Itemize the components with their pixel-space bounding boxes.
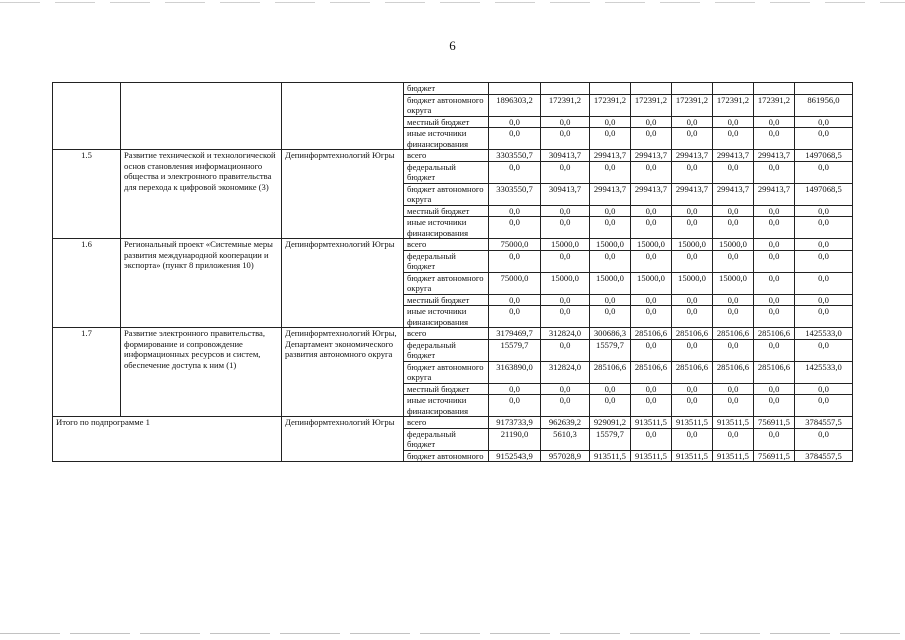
amount-cell: 929091,2	[590, 417, 631, 429]
amount-cell: 312824,0	[541, 361, 590, 383]
amount-cell: 299413,7	[672, 150, 713, 162]
amount-cell: 0,0	[672, 428, 713, 450]
amount-cell	[672, 83, 713, 95]
amount-cell: 0,0	[631, 339, 672, 361]
activity-name	[121, 83, 282, 150]
amount-cell: 0,0	[672, 217, 713, 239]
funding-source: бюджет автономного округа	[404, 361, 489, 383]
amount-cell: 0,0	[713, 294, 754, 306]
amount-cell: 3179469,7	[489, 328, 541, 340]
amount-cell: 0,0	[631, 116, 672, 128]
page-number: 6	[449, 38, 456, 53]
amount-cell: 0,0	[672, 395, 713, 417]
amount-cell: 0,0	[713, 128, 754, 150]
amount-cell: 0,0	[590, 205, 631, 217]
amount-cell: 309413,7	[541, 183, 590, 205]
amount-cell: 15000,0	[713, 272, 754, 294]
amount-cell: 0,0	[754, 217, 795, 239]
amount-cell: 0,0	[754, 161, 795, 183]
funding-source: федеральный бюджет	[404, 250, 489, 272]
amount-cell: 0,0	[489, 116, 541, 128]
amount-cell: 0,0	[590, 306, 631, 328]
amount-cell: 299413,7	[631, 183, 672, 205]
amount-cell	[795, 83, 853, 95]
amount-cell: 0,0	[795, 116, 853, 128]
activity-name: Региональный проект «Системные меры развития международной кооперации и экспорта» (пункт 8 приложения 10)	[121, 239, 282, 328]
amount-cell: 756911,5	[754, 450, 795, 462]
amount-cell: 0,0	[590, 128, 631, 150]
amount-cell: 0,0	[672, 306, 713, 328]
amount-cell: 0,0	[713, 339, 754, 361]
amount-cell: 3303550,7	[489, 183, 541, 205]
amount-cell: 0,0	[541, 306, 590, 328]
funding-source: местный бюджет	[404, 383, 489, 395]
amount-cell: 285106,6	[590, 361, 631, 383]
amount-cell: 0,0	[795, 161, 853, 183]
amount-cell: 0,0	[541, 339, 590, 361]
amount-cell: 0,0	[541, 205, 590, 217]
amount-cell: 15000,0	[672, 272, 713, 294]
amount-cell: 299413,7	[713, 150, 754, 162]
amount-cell: 0,0	[489, 383, 541, 395]
amount-cell: 0,0	[754, 128, 795, 150]
amount-cell: 15579,7	[590, 428, 631, 450]
amount-cell: 0,0	[631, 128, 672, 150]
amount-cell: 75000,0	[489, 272, 541, 294]
funding-source: всего	[404, 417, 489, 429]
amount-cell: 0,0	[489, 128, 541, 150]
responsible-executor: Депинформтехнологий Югры, Департамент экономического развития автономного округа	[282, 328, 404, 417]
amount-cell: 0,0	[541, 383, 590, 395]
amount-cell: 0,0	[754, 272, 795, 294]
amount-cell: 0,0	[631, 428, 672, 450]
amount-cell: 0,0	[631, 395, 672, 417]
amount-cell: 15579,7	[590, 339, 631, 361]
amount-cell: 1425533,0	[795, 361, 853, 383]
amount-cell: 0,0	[590, 217, 631, 239]
amount-cell: 0,0	[713, 116, 754, 128]
amount-cell: 285106,6	[672, 361, 713, 383]
funding-source: бюджет автономного округа	[404, 183, 489, 205]
amount-cell: 0,0	[672, 116, 713, 128]
amount-cell: 299413,7	[754, 150, 795, 162]
amount-cell: 0,0	[489, 161, 541, 183]
amount-cell: 0,0	[631, 161, 672, 183]
amount-cell: 0,0	[672, 294, 713, 306]
amount-cell: 15000,0	[631, 239, 672, 251]
amount-cell: 913511,5	[631, 417, 672, 429]
amount-cell: 21190,0	[489, 428, 541, 450]
table-row	[53, 83, 853, 95]
amount-cell: 0,0	[795, 272, 853, 294]
amount-cell: 0,0	[713, 205, 754, 217]
amount-cell: 15000,0	[672, 239, 713, 251]
amount-cell: 3784557,5	[795, 450, 853, 462]
item-number	[53, 83, 121, 150]
amount-cell: 0,0	[590, 250, 631, 272]
item-number: 1.7	[53, 328, 121, 417]
amount-cell: 0,0	[713, 306, 754, 328]
amount-cell: 0,0	[795, 306, 853, 328]
amount-cell: 0,0	[672, 161, 713, 183]
amount-cell: 0,0	[795, 250, 853, 272]
amount-cell: 312824,0	[541, 328, 590, 340]
amount-cell: 75000,0	[489, 239, 541, 251]
funding-source: местный бюджет	[404, 116, 489, 128]
amount-cell: 9152543,9	[489, 450, 541, 462]
amount-cell: 0,0	[541, 217, 590, 239]
amount-cell: 0,0	[713, 395, 754, 417]
funding-source: всего	[404, 150, 489, 162]
amount-cell: 0,0	[631, 250, 672, 272]
amount-cell: 299413,7	[672, 183, 713, 205]
table-row	[53, 239, 853, 251]
responsible-executor: Депинформтехнологий Югры	[282, 239, 404, 328]
amount-cell	[713, 83, 754, 95]
scan-edge-top	[0, 2, 905, 3]
amount-cell: 0,0	[795, 339, 853, 361]
amount-cell	[489, 83, 541, 95]
amount-cell: 5610,3	[541, 428, 590, 450]
amount-cell: 299413,7	[754, 183, 795, 205]
amount-cell: 0,0	[713, 161, 754, 183]
amount-cell: 15000,0	[590, 272, 631, 294]
table-row	[53, 328, 853, 340]
amount-cell: 0,0	[489, 250, 541, 272]
amount-cell: 1425533,0	[795, 328, 853, 340]
amount-cell: 172391,2	[541, 94, 590, 116]
amount-cell: 0,0	[541, 395, 590, 417]
amount-cell: 0,0	[713, 383, 754, 395]
amount-cell	[754, 83, 795, 95]
budget-table	[52, 82, 853, 462]
amount-cell: 0,0	[795, 205, 853, 217]
amount-cell: 285106,6	[754, 328, 795, 340]
funding-source: бюджет автономного	[404, 450, 489, 462]
funding-source: иные источники финансирования	[404, 395, 489, 417]
activity-name: Развитие электронного правительства, формирование и сопровождение информационных ресурсов и систем, обеспечение доступа к ним (1)	[121, 328, 282, 417]
amount-cell: 0,0	[541, 161, 590, 183]
amount-cell: 0,0	[754, 428, 795, 450]
amount-cell: 913511,5	[590, 450, 631, 462]
responsible-executor: Депинформтехнологий Югры	[282, 417, 404, 462]
scan-edge-bottom	[0, 633, 905, 634]
amount-cell	[541, 83, 590, 95]
amount-cell: 0,0	[754, 306, 795, 328]
funding-source: местный бюджет	[404, 205, 489, 217]
funding-source: бюджет	[404, 83, 489, 95]
amount-cell: 0,0	[672, 383, 713, 395]
amount-cell: 0,0	[754, 395, 795, 417]
amount-cell: 0,0	[489, 395, 541, 417]
amount-cell: 0,0	[631, 217, 672, 239]
amount-cell: 0,0	[631, 205, 672, 217]
amount-cell: 0,0	[795, 294, 853, 306]
amount-cell: 962639,2	[541, 417, 590, 429]
amount-cell: 285106,6	[631, 361, 672, 383]
amount-cell: 0,0	[795, 428, 853, 450]
amount-cell: 0,0	[795, 239, 853, 251]
amount-cell: 15000,0	[713, 239, 754, 251]
table-row	[53, 150, 853, 162]
amount-cell: 9173733,9	[489, 417, 541, 429]
funding-source: бюджет автономного округа	[404, 94, 489, 116]
amount-cell	[631, 83, 672, 95]
amount-cell: 285106,6	[672, 328, 713, 340]
amount-cell: 756911,5	[754, 417, 795, 429]
amount-cell: 309413,7	[541, 150, 590, 162]
amount-cell: 0,0	[754, 250, 795, 272]
amount-cell: 0,0	[713, 217, 754, 239]
amount-cell: 0,0	[541, 250, 590, 272]
amount-cell: 957028,9	[541, 450, 590, 462]
amount-cell: 0,0	[672, 128, 713, 150]
amount-cell: 285106,6	[631, 328, 672, 340]
table-row	[53, 417, 853, 429]
amount-cell: 0,0	[795, 217, 853, 239]
amount-cell: 0,0	[795, 128, 853, 150]
amount-cell: 0,0	[631, 306, 672, 328]
amount-cell: 15000,0	[541, 272, 590, 294]
amount-cell: 0,0	[631, 383, 672, 395]
activity-name: Развитие технической и технологической основ становления информационного общества и электронного правительства для перехода к цифровой экономике (3)	[121, 150, 282, 239]
amount-cell: 172391,2	[590, 94, 631, 116]
budget-table-wrap	[52, 82, 853, 462]
item-number: 1.5	[53, 150, 121, 239]
amount-cell: 913511,5	[672, 450, 713, 462]
amount-cell: 0,0	[754, 339, 795, 361]
amount-cell	[590, 83, 631, 95]
amount-cell: 0,0	[795, 383, 853, 395]
amount-cell: 3163890,0	[489, 361, 541, 383]
amount-cell: 913511,5	[672, 417, 713, 429]
amount-cell: 0,0	[590, 383, 631, 395]
amount-cell: 0,0	[754, 205, 795, 217]
amount-cell: 15000,0	[541, 239, 590, 251]
amount-cell: 0,0	[541, 128, 590, 150]
amount-cell: 0,0	[754, 239, 795, 251]
amount-cell: 0,0	[713, 250, 754, 272]
responsible-executor: Депинформтехнологий Югры	[282, 150, 404, 239]
funding-source: бюджет автономного округа	[404, 272, 489, 294]
amount-cell: 15000,0	[590, 239, 631, 251]
amount-cell: 172391,2	[672, 94, 713, 116]
amount-cell: 0,0	[631, 294, 672, 306]
amount-cell: 285106,6	[713, 361, 754, 383]
funding-source: федеральный бюджет	[404, 428, 489, 450]
amount-cell: 285106,6	[754, 361, 795, 383]
amount-cell: 299413,7	[713, 183, 754, 205]
amount-cell: 1497068,5	[795, 183, 853, 205]
amount-cell: 913511,5	[631, 450, 672, 462]
amount-cell: 0,0	[672, 205, 713, 217]
amount-cell: 0,0	[489, 205, 541, 217]
amount-cell: 913511,5	[713, 417, 754, 429]
amount-cell: 0,0	[754, 383, 795, 395]
amount-cell: 861956,0	[795, 94, 853, 116]
amount-cell: 172391,2	[713, 94, 754, 116]
amount-cell: 172391,2	[631, 94, 672, 116]
funding-source: федеральный бюджет	[404, 161, 489, 183]
amount-cell: 0,0	[713, 428, 754, 450]
amount-cell: 0,0	[672, 339, 713, 361]
amount-cell: 0,0	[541, 116, 590, 128]
funding-source: иные источники финансирования	[404, 306, 489, 328]
funding-source: местный бюджет	[404, 294, 489, 306]
amount-cell: 913511,5	[713, 450, 754, 462]
amount-cell: 3303550,7	[489, 150, 541, 162]
funding-source: всего	[404, 328, 489, 340]
amount-cell: 0,0	[489, 294, 541, 306]
amount-cell: 0,0	[489, 217, 541, 239]
responsible-executor	[282, 83, 404, 150]
amount-cell: 299413,7	[631, 150, 672, 162]
funding-source: федеральный бюджет	[404, 339, 489, 361]
amount-cell: 0,0	[590, 294, 631, 306]
amount-cell: 0,0	[541, 294, 590, 306]
amount-cell: 299413,7	[590, 150, 631, 162]
subtotal-label: Итого по подпрограмме 1	[53, 417, 282, 462]
item-number: 1.6	[53, 239, 121, 328]
amount-cell: 172391,2	[754, 94, 795, 116]
amount-cell: 15000,0	[631, 272, 672, 294]
amount-cell: 3784557,5	[795, 417, 853, 429]
amount-cell: 0,0	[672, 250, 713, 272]
amount-cell: 299413,7	[590, 183, 631, 205]
amount-cell: 1896303,2	[489, 94, 541, 116]
amount-cell: 0,0	[590, 395, 631, 417]
funding-source: иные источники финансирования	[404, 128, 489, 150]
funding-source: иные источники финансирования	[404, 217, 489, 239]
funding-source: всего	[404, 239, 489, 251]
amount-cell: 0,0	[489, 306, 541, 328]
amount-cell: 0,0	[795, 395, 853, 417]
amount-cell: 0,0	[590, 116, 631, 128]
amount-cell: 1497068,5	[795, 150, 853, 162]
amount-cell: 0,0	[754, 116, 795, 128]
amount-cell: 0,0	[590, 161, 631, 183]
amount-cell: 0,0	[754, 294, 795, 306]
amount-cell: 15579,7	[489, 339, 541, 361]
amount-cell: 300686,3	[590, 328, 631, 340]
amount-cell: 285106,6	[713, 328, 754, 340]
